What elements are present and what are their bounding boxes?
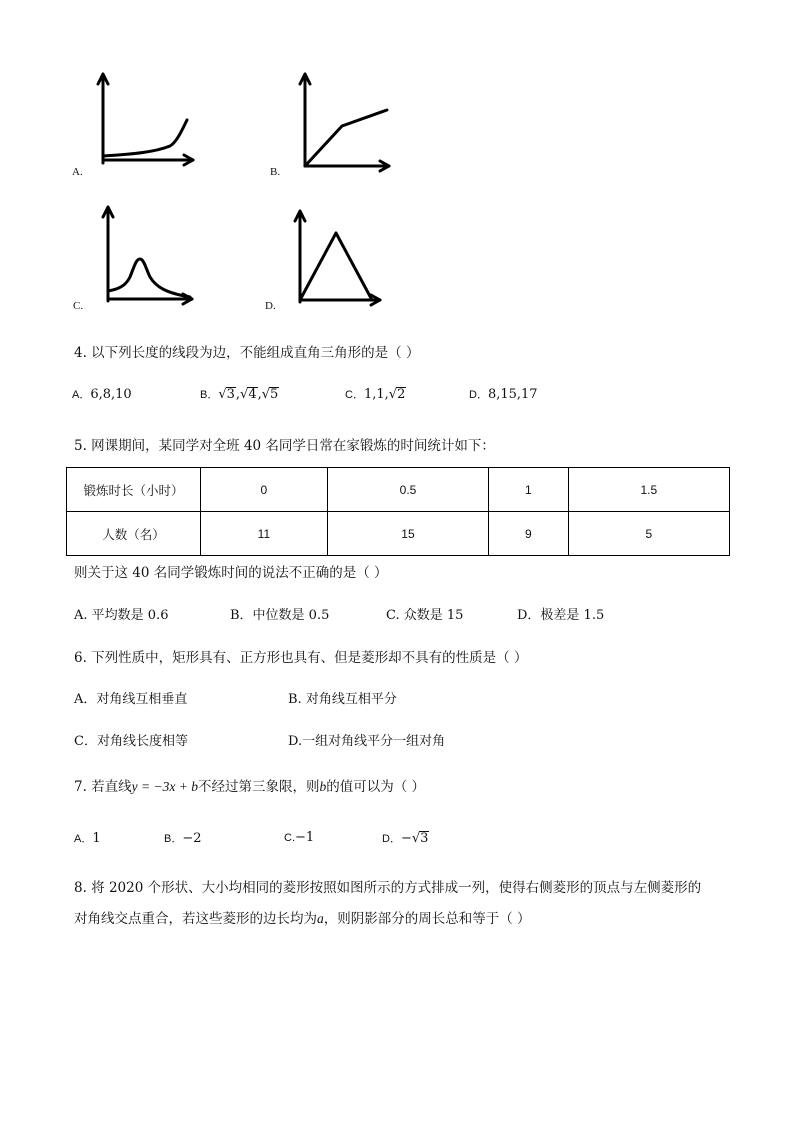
q7-equation: y = −3x + b <box>131 779 198 794</box>
question-4-text: 4. 以下列长度的线段为边，不能组成直角三角形的是（ ） <box>74 345 420 361</box>
q6-option-d: D.一组对角线平分一组对角 <box>288 734 446 749</box>
q5-option-d: D．极差是 1.5 <box>517 608 605 623</box>
graph-d-line <box>300 233 372 300</box>
q5-option-c: C. 众数是 15 <box>386 608 464 623</box>
q7-option-d: D．−√3 <box>382 831 429 846</box>
q6-option-a: A．对角线互相垂直 <box>74 692 188 707</box>
table-cell: 1 <box>489 468 568 512</box>
graph-c-peak-curve <box>100 205 200 305</box>
graph-d-triangle <box>292 207 392 307</box>
q4-option-d: D．8,15,17 <box>469 387 538 402</box>
table-cell: 9 <box>489 512 568 556</box>
question-6-text: 6. 下列性质中，矩形具有、正方形也具有、但是菱形却不具有的性质是（ ） <box>74 650 528 666</box>
question-7-text: 7. 若直线y = −3x + b不经过第三象限，则b的值可以为（ ） <box>74 779 426 795</box>
graph-b-line <box>305 110 387 166</box>
question-8-line-2: 对角线交点重合，若这些菱形的边长均为a，则阴影部分的周长总和等于（ ） <box>74 911 531 927</box>
q7-option-b: B．−2 <box>164 831 202 846</box>
graph-a-convex-curve <box>95 68 205 168</box>
graph-c-label: C. <box>73 300 84 312</box>
table-cell: 5 <box>568 512 729 556</box>
q4-option-b: B．√3,√4,√5 <box>200 387 279 402</box>
table-cell: 1.5 <box>568 468 729 512</box>
question-5-followup: 则关于这 40 名同学锻炼时间的说法不正确的是（ ） <box>74 565 388 581</box>
q6-option-c: C．对角线长度相等 <box>74 734 188 749</box>
exercise-time-table <box>66 467 730 556</box>
table-cell: 0.5 <box>327 468 488 512</box>
graph-d-label: D. <box>265 300 276 312</box>
q7-option-c: C.−1 <box>284 830 315 845</box>
table-row-duration <box>67 468 730 512</box>
graph-a-curve <box>103 120 187 156</box>
question-8-line-1: 8. 将 2020 个形状、大小均相同的菱形按照如图所示的方式排成一列，使得右侧菱形的顶点与左侧菱形的 <box>74 880 702 896</box>
table-cell: 11 <box>201 512 328 556</box>
q5-option-b: B．中位数是 0.5 <box>230 608 330 623</box>
table-header-duration: 锻炼时长（小时） <box>67 468 201 512</box>
table-header-count: 人数（名） <box>67 512 201 556</box>
q4-option-c: C．1,1,√2 <box>345 387 406 402</box>
q6-option-b: B. 对角线互相平分 <box>288 692 397 707</box>
table-cell: 15 <box>327 512 488 556</box>
q5-option-a: A. 平均数是 0.6 <box>74 608 169 623</box>
question-5-text: 5. 网课期间，某同学对全班 40 名同学日常在家锻炼的时间统计如下： <box>74 438 495 454</box>
graph-a-label: A. <box>72 166 83 178</box>
graph-c-curve <box>108 259 190 297</box>
q4-option-a: A．6,8,10 <box>72 387 132 402</box>
table-row-count <box>67 512 730 556</box>
table-cell: 0 <box>201 468 328 512</box>
graph-b-label: B. <box>270 166 281 178</box>
q7-option-a: A．1 <box>74 831 101 846</box>
graph-b-piecewise-line <box>297 68 397 168</box>
